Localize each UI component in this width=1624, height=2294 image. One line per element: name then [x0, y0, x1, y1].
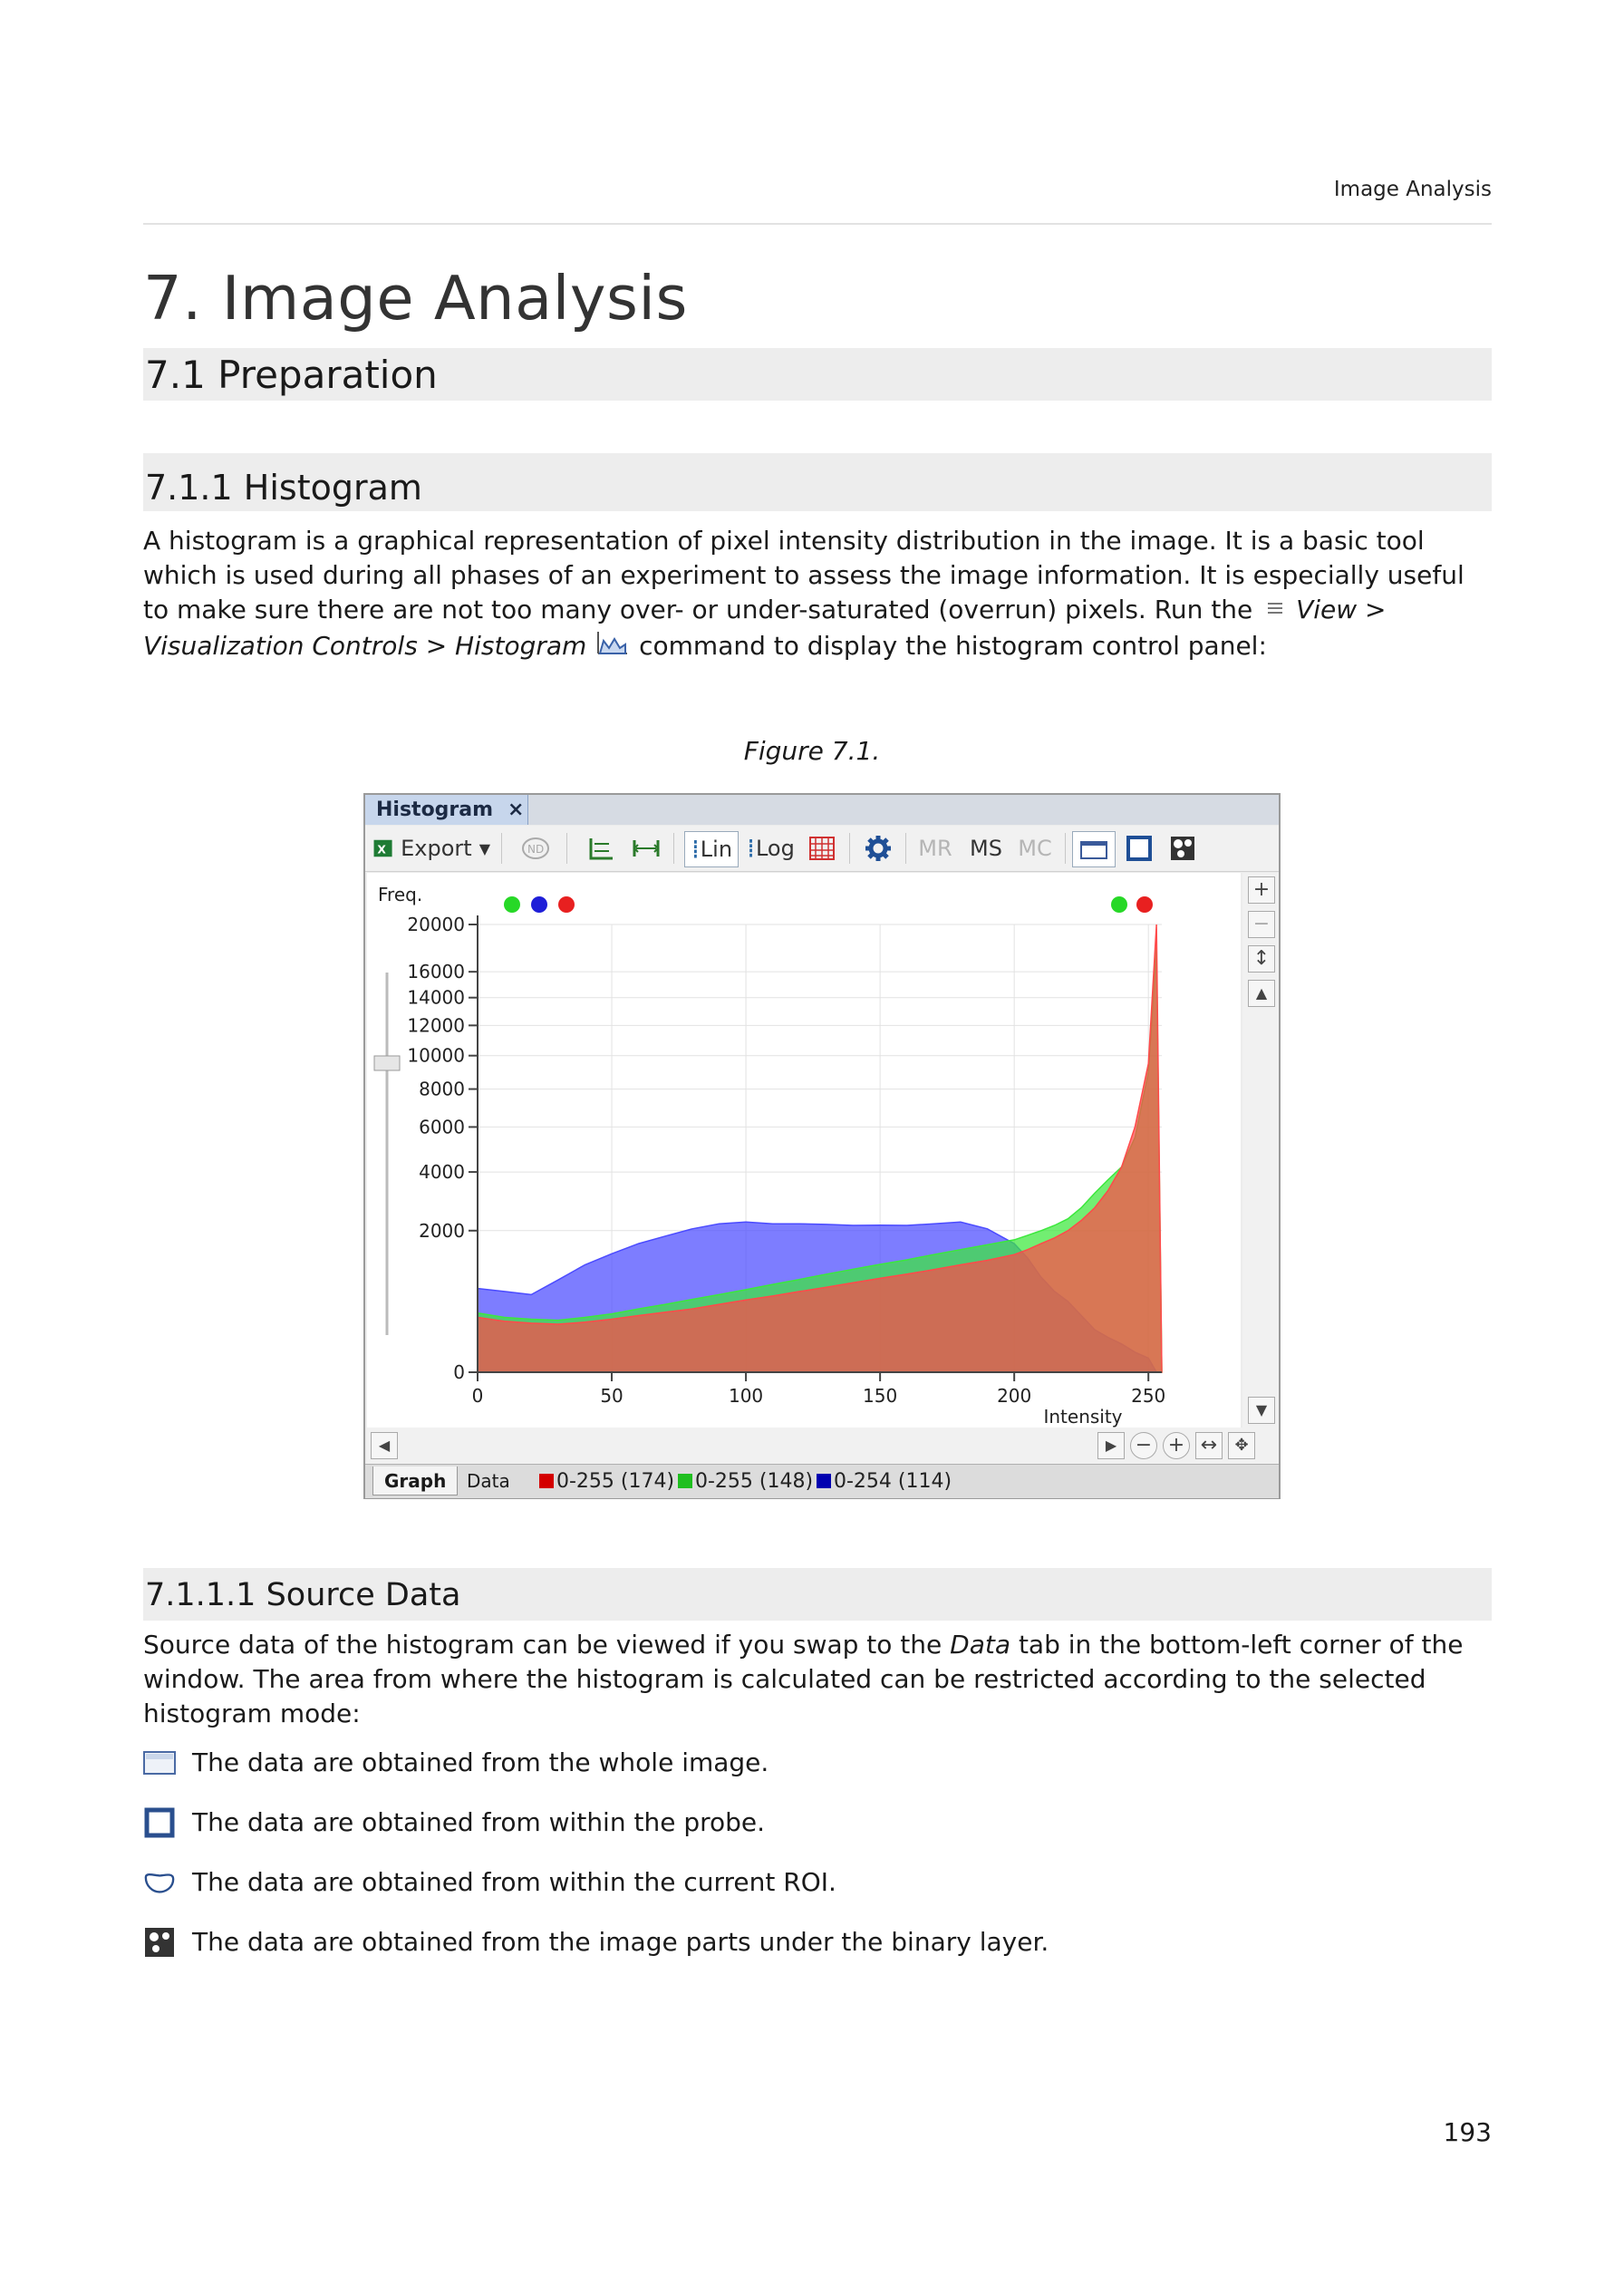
scale-icon: ┋ — [746, 838, 756, 858]
y-tick-label: 12000 — [407, 1014, 465, 1037]
histogram-icon — [594, 628, 631, 666]
zoom-out-icon[interactable]: − — [1248, 911, 1275, 938]
y-tick-label: 16000 — [407, 961, 465, 983]
data-tab[interactable]: Data — [467, 1470, 510, 1492]
zoom-in-icon[interactable]: + — [1163, 1432, 1190, 1459]
mc-button[interactable]: MC — [1018, 836, 1052, 861]
legend-item-blue — [817, 1470, 952, 1493]
histogram-paragraph — [143, 524, 1492, 666]
y-tick-label: 20000 — [407, 914, 465, 935]
histogram-para-end: command to display the histogram control panel: — [639, 631, 1267, 661]
whole-image-mode-button[interactable] — [1072, 831, 1116, 867]
x-tick-label: 100 — [728, 1385, 764, 1407]
scroll-right-icon[interactable]: ▶ — [1097, 1432, 1125, 1459]
histogram-tab-label: Histogram — [376, 799, 494, 821]
channel-dot — [1136, 896, 1153, 913]
channel-dot — [531, 896, 547, 913]
header-rule — [143, 223, 1492, 225]
histogram-panel — [363, 793, 1281, 1499]
lin-label: Lin — [700, 837, 733, 862]
gear-icon[interactable] — [860, 831, 896, 866]
section-title: 7.1 Preparation — [145, 353, 438, 397]
y-tick-label: 0 — [453, 1361, 465, 1383]
scroll-left-icon[interactable]: ◀ — [371, 1432, 398, 1459]
probe-icon — [143, 1808, 176, 1837]
y-tick-label: 4000 — [419, 1161, 465, 1184]
channel-dot — [558, 896, 575, 913]
x-tick-label: 0 — [471, 1385, 484, 1407]
scale-icon: ┋ — [690, 839, 701, 859]
list-item — [143, 1805, 765, 1840]
channel-dot — [504, 896, 520, 913]
excel-icon — [372, 835, 393, 862]
x-tick-label: 50 — [600, 1385, 624, 1407]
source-para-start: Source data of the histogram can be viewed if you swap to the — [143, 1630, 942, 1660]
panel-tabbar — [365, 795, 1279, 825]
figure-caption: Figure 7.1. — [743, 736, 881, 766]
svg-text:ND: ND — [527, 843, 545, 856]
channel-dot — [1111, 896, 1127, 913]
vertical-fit-icon[interactable]: ↕ — [1248, 945, 1275, 973]
legend-swatch — [678, 1474, 692, 1488]
binary-layer-icon — [143, 1928, 176, 1957]
list-item — [143, 1925, 1049, 1960]
y-tick-label: 6000 — [419, 1116, 465, 1138]
log-button[interactable] — [744, 831, 797, 866]
histogram-para-start: A histogram is a graphical representation of pixel intensity distribution in the image. It is a basic tool which is used during all phases of an experiment to assess the image information. It is especially useful to make sure there are not too many over- or under-saturated (overrun) pixels. Run the — [143, 526, 1464, 624]
menu-path: View > Visualization Controls > Histogram — [143, 595, 1387, 661]
export-button[interactable] — [372, 831, 490, 866]
legend-item-green — [678, 1470, 813, 1493]
zoom-out-icon[interactable]: − — [1130, 1432, 1157, 1459]
subsection-band — [143, 453, 1492, 511]
subsection-title: 7.1.1 Histogram — [145, 468, 422, 508]
list-item — [143, 1746, 768, 1780]
list-item-text: The data are obtained from within the probe. — [192, 1807, 766, 1837]
x-tick-label: 150 — [863, 1385, 898, 1407]
x-tick-label: 200 — [997, 1385, 1032, 1407]
axis-fit-icon[interactable] — [583, 831, 619, 866]
tab-close-icon[interactable]: × — [508, 799, 525, 821]
legend-item-red — [539, 1470, 674, 1493]
histogram-toolbar — [365, 826, 1279, 872]
toolbar-separator — [566, 833, 567, 864]
chevron-down-icon: ▼ — [478, 839, 490, 857]
source-para-em: Data — [950, 1630, 1011, 1660]
subsubsection-band — [143, 1568, 1492, 1621]
plot-area — [367, 873, 1241, 1428]
horizontal-fit-icon[interactable]: ↔ — [1195, 1432, 1223, 1459]
subsubsection-title: 7.1.1.1 Source Data — [145, 1577, 461, 1613]
legend-label: 0-254 (114) — [834, 1470, 952, 1493]
list-item-text: The data are obtained from the whole image. — [192, 1747, 769, 1777]
scroll-down-icon[interactable]: ▼ — [1248, 1397, 1275, 1424]
y-axis-label: Freq. — [378, 884, 423, 905]
legend-swatch — [817, 1474, 831, 1488]
horizontal-controls — [367, 1428, 1279, 1464]
toolbar-separator — [501, 833, 502, 864]
legend-swatch — [539, 1474, 554, 1488]
x-tick-label: 250 — [1131, 1385, 1166, 1407]
list-item-text: The data are obtained from the image parts under the binary layer. — [192, 1927, 1049, 1957]
ms-button[interactable]: MS — [970, 836, 1002, 861]
horizontal-fit-icon[interactable] — [628, 831, 664, 866]
histogram-tab[interactable] — [365, 795, 528, 825]
whole-image-icon — [143, 1748, 176, 1777]
roi-icon — [143, 1868, 176, 1897]
y-tick-label: 14000 — [407, 986, 465, 1009]
x-axis-label: Intensity — [1043, 1406, 1123, 1428]
source-data-paragraph — [143, 1628, 1492, 1731]
y-tick-label: 8000 — [419, 1078, 465, 1100]
gain-slider-handle — [374, 1056, 400, 1070]
legend-label: 0-255 (174) — [556, 1470, 675, 1493]
nd-icon[interactable] — [517, 831, 554, 866]
toolbar-separator — [673, 833, 674, 864]
svg-text:X: X — [377, 843, 386, 857]
chapter-title: 7. Image Analysis — [143, 263, 688, 334]
y-tick-label: 10000 — [407, 1044, 465, 1067]
vertical-controls — [1242, 873, 1279, 1428]
section-band — [143, 348, 1492, 401]
bottom-tabbar — [365, 1464, 1279, 1498]
fit-all-icon[interactable]: ✥ — [1228, 1432, 1255, 1459]
export-label: Export — [401, 836, 472, 861]
menu-icon — [1261, 594, 1288, 628]
list-item-text: The data are obtained from within the current ROI. — [192, 1867, 836, 1897]
running-header: Image Analysis — [1333, 178, 1492, 201]
grid-icon[interactable] — [804, 831, 840, 866]
graph-tab[interactable]: Graph — [372, 1466, 458, 1495]
binary-mode-button[interactable] — [1165, 831, 1201, 866]
source-para-end: tab in the bottom-left corner of the window. The area from where the histogram is calculated can be restricted according to the selected histogram mode: — [143, 1630, 1464, 1728]
zoom-in-icon[interactable]: + — [1248, 876, 1275, 904]
histogram-chart — [367, 873, 1241, 1428]
legend-label: 0-255 (148) — [695, 1470, 814, 1493]
log-label: Log — [755, 836, 795, 861]
y-tick-label: 2000 — [419, 1219, 465, 1242]
mr-button[interactable]: MR — [918, 836, 952, 861]
toolbar-separator — [905, 833, 906, 864]
page-number: 193 — [1443, 2117, 1492, 2147]
toolbar-separator — [849, 833, 850, 864]
lin-button[interactable] — [684, 831, 739, 867]
toolbar-separator — [1065, 833, 1066, 864]
probe-mode-button[interactable] — [1121, 831, 1157, 866]
list-item — [143, 1865, 836, 1900]
scroll-up-icon[interactable]: ▲ — [1248, 980, 1275, 1007]
